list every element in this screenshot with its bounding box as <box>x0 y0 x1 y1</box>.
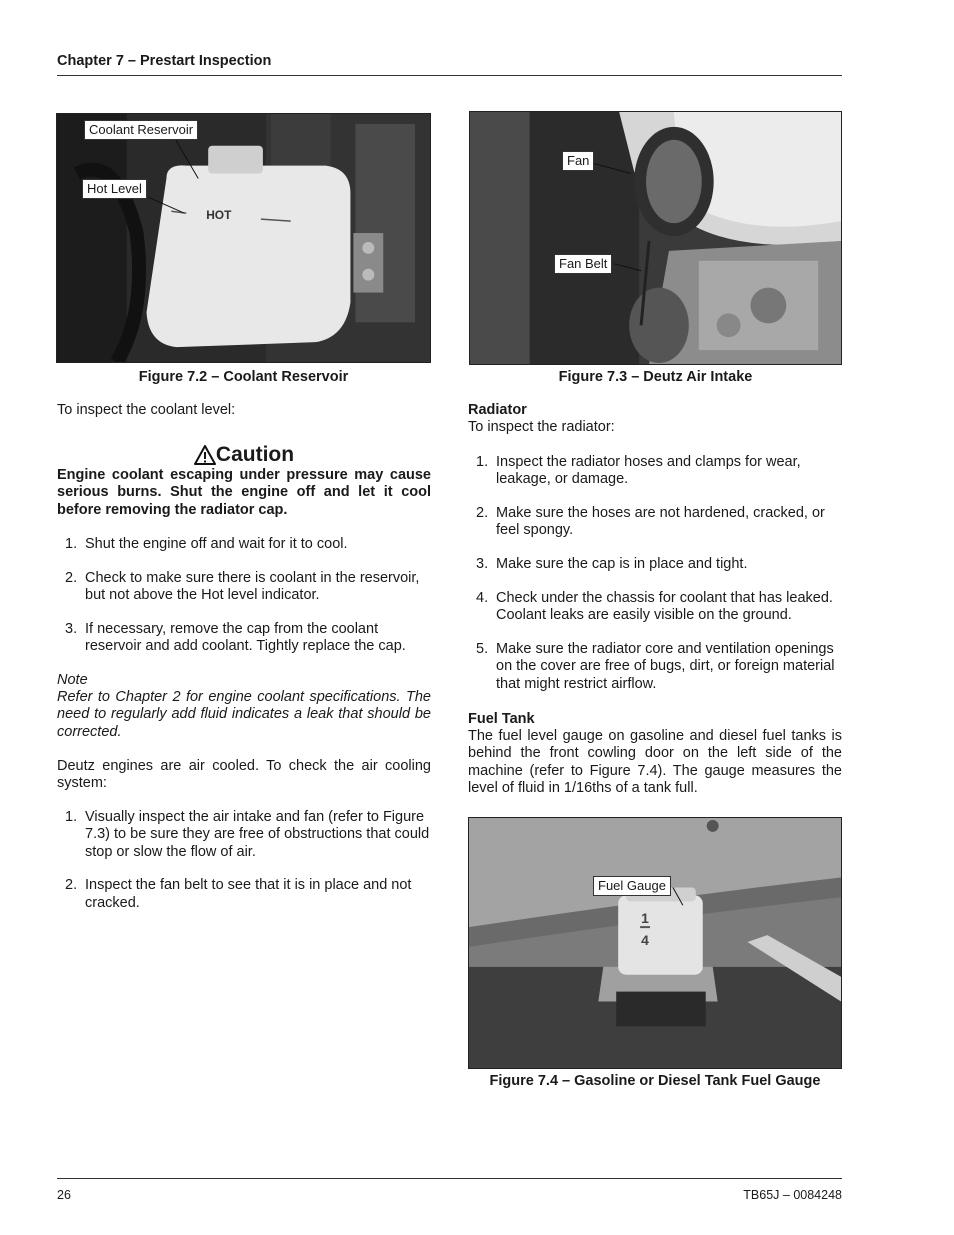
figure-7-3-caption: Figure 7.3 – Deutz Air Intake <box>558 369 753 385</box>
radiator-steps-list <box>468 454 842 709</box>
gauge-mark-four: 4 <box>641 932 649 948</box>
list-item: 2. Inspect the fan belt to see that it is in place and not cracked. <box>65 877 412 911</box>
page-number: 26 <box>57 1188 71 1202</box>
coolant-intro: To inspect the coolant level: <box>57 402 236 418</box>
radiator-heading: Radiator <box>468 402 527 418</box>
gauge-mark-one: 1 <box>641 910 649 927</box>
list-item: 2. Check to make sure there is coolant in the reservoir, but not above the Hot level indicator. <box>65 569 420 604</box>
deutz-air-intake-photo <box>469 111 842 365</box>
caution-heading <box>57 442 431 468</box>
note-text: Refer to Chapter 2 for engine coolant specifications. The need to regularly add fluid indicates a leak that should be corrected. <box>57 689 431 740</box>
chapter-title: Chapter 7 – Prestart Inspection <box>57 53 272 69</box>
note-label: Note <box>57 672 88 688</box>
list-item: 2. Make sure the hoses are not hardened, cracked, or feel spongy. <box>476 505 825 539</box>
document-id: TB65J – 0084248 <box>743 1188 842 1202</box>
caution-title: Caution <box>215 443 295 466</box>
fuel-tank-heading: Fuel Tank <box>468 711 535 727</box>
warning-triangle-icon <box>194 445 216 465</box>
header-rule <box>57 75 842 76</box>
hot-marking: HOT <box>206 208 232 223</box>
list-item: 4. Check under the chassis for coolant that has leaked. Coolant leaks are easily visible on the ground. <box>476 589 833 624</box>
footer-rule <box>57 1178 842 1179</box>
list-item: 3. Make sure the cap is in place and tight. <box>476 556 748 573</box>
callout-fan-belt: Fan Belt <box>554 254 612 274</box>
fuel-tank-text: The fuel level gauge on gasoline and diesel fuel tanks is behind the front cowling door on the left side of the machine (refer to Figure 7.4). The gauge measures the level of fluid in 1/16ths of a tank full. <box>468 728 842 796</box>
callout-coolant-reservoir: Coolant Reservoir <box>84 120 198 140</box>
deutz-intro: Deutz engines are air cooled. To check the air cooling system: <box>57 758 431 792</box>
air-cooling-steps-list <box>57 809 431 928</box>
fuel-gauge-photo <box>468 817 842 1069</box>
list-item: 5. Make sure the radiator core and ventilation openings on the cover are free of bugs, dirt, or foreign material that might restrict airflow. <box>476 641 835 692</box>
coolant-reservoir-photo <box>56 113 431 363</box>
radiator-intro: To inspect the radiator: <box>468 419 615 435</box>
list-item: 3. If necessary, remove the cap from the coolant reservoir and add coolant. Tightly replace the cap. <box>65 620 406 655</box>
list-item: 1. Inspect the radiator hoses and clamps for wear, leakage, or damage. <box>476 454 801 488</box>
callout-fan: Fan <box>562 151 594 171</box>
figure-7-4-caption: Figure 7.4 – Gasoline or Diesel Tank Fuel Gauge <box>489 1073 821 1089</box>
caution-text: Engine coolant escaping under pressure may cause serious burns. Shut the engine off and let it cool before removing the radiator cap. <box>57 467 431 518</box>
callout-fuel-gauge: Fuel Gauge <box>593 876 671 896</box>
callout-hot-level: Hot Level <box>82 179 147 199</box>
list-item: 1. Shut the engine off and wait for it to cool. <box>65 536 348 552</box>
coolant-steps-list <box>57 536 431 672</box>
list-item: 1. Visually inspect the air intake and fan (refer to Figure 7.3) to be sure they are free of obstructions that could stop or slow the flow of air. <box>65 809 430 860</box>
figure-7-2-caption: Figure 7.2 – Coolant Reservoir <box>138 369 349 385</box>
